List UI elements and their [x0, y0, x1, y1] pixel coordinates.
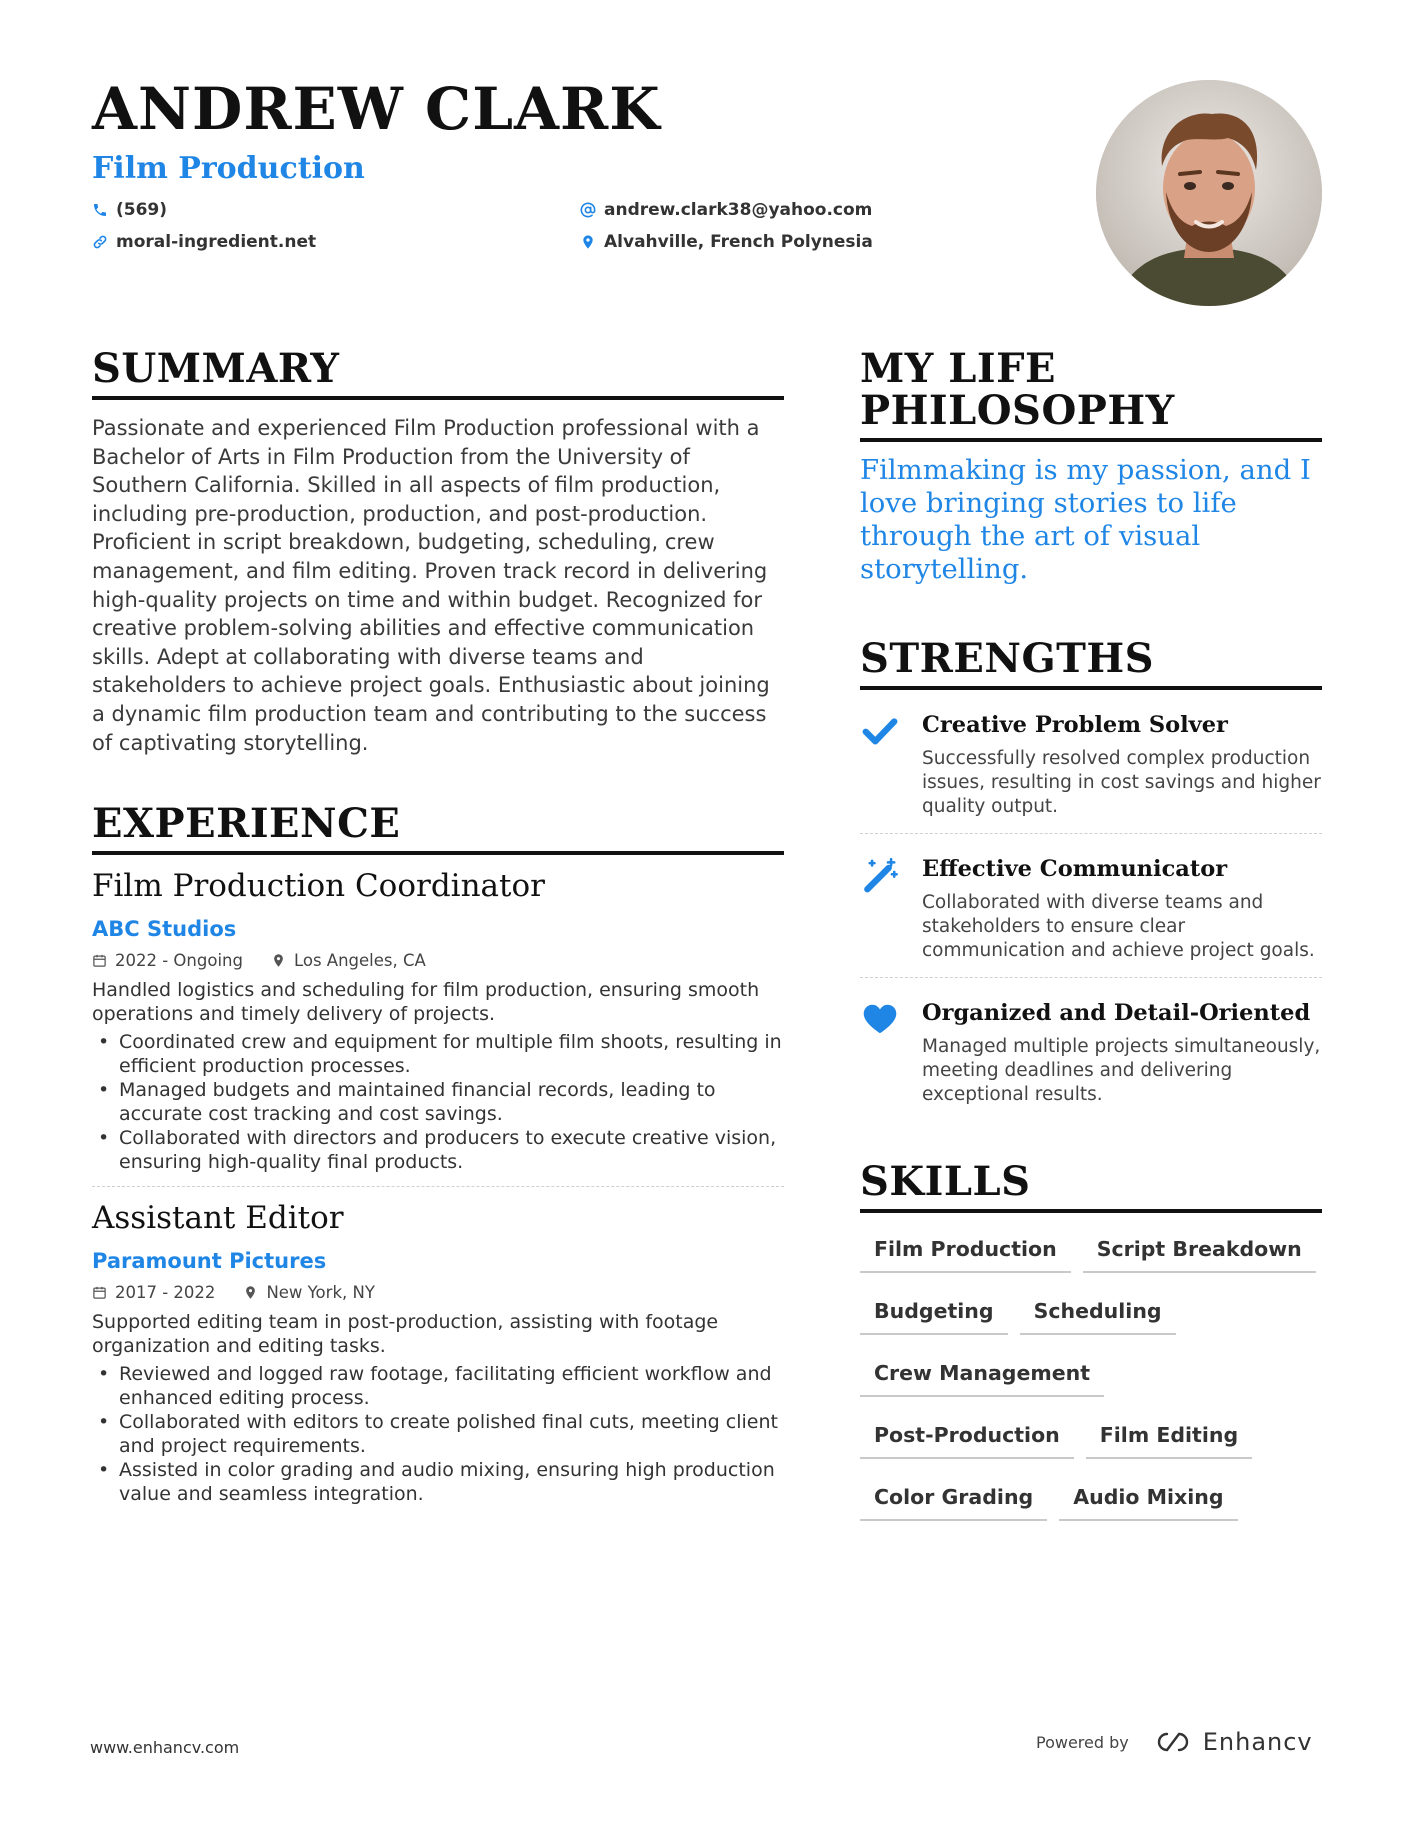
strength-description: Successfully resolved complex production issues, resulting in cost savings and higher quality output. — [922, 748, 1321, 817]
location-pin-icon — [243, 1285, 258, 1300]
strength-title: Organized and Detail-Oriented — [922, 1000, 1311, 1026]
resume-header — [92, 75, 992, 252]
skills-heading: SKILLS — [860, 1161, 1322, 1213]
magic-wand-icon — [861, 856, 899, 894]
location-contact — [580, 232, 980, 252]
job-location — [243, 1283, 374, 1302]
email-text[interactable]: andrew.clark38@yahoo.com — [604, 200, 873, 220]
philosophy-heading: MY LIFE PHILOSOPHY — [860, 348, 1322, 442]
phone-text: (569) — [116, 200, 168, 220]
job-location-text: New York, NY — [266, 1283, 375, 1303]
job-title: Film Production Coordinator — [92, 868, 545, 905]
website-text[interactable]: moral-ingredient.net — [116, 232, 317, 252]
philosophy-quote: Filmmaking is my passion, and I love bringing stories to life through the art of visual storytelling. — [860, 454, 1311, 585]
footer-branding — [1036, 1728, 1313, 1756]
check-icon — [861, 712, 899, 750]
strength-description: Managed multiple projects simultaneously, meeting deadlines and delivering exceptional results. — [922, 1036, 1321, 1105]
location-pin-icon — [580, 234, 596, 250]
skill-tag: Color Grading — [860, 1479, 1047, 1521]
enhancv-logo[interactable] — [1151, 1728, 1313, 1756]
job-bullet: • Collaborated with directors and producers to execute creative vision, ensuring high-quality final products. — [92, 1126, 784, 1174]
calendar-icon — [92, 1285, 107, 1300]
experience-heading: EXPERIENCE — [92, 803, 784, 855]
skill-tag: Film Production — [860, 1231, 1071, 1273]
email-contact[interactable] — [580, 200, 980, 220]
skill-tag: Crew Management — [860, 1355, 1104, 1397]
strengths-heading: STRENGTHS — [860, 638, 1322, 690]
job-bullet: • Coordinated crew and equipment for multiple film shoots, resulting in efficient production processes. — [92, 1030, 784, 1078]
job-location — [271, 951, 426, 970]
company-name: Paramount Pictures — [92, 1249, 327, 1274]
job-meta — [92, 951, 784, 970]
phone-icon — [92, 202, 108, 218]
skill-tag: Scheduling — [1020, 1293, 1176, 1335]
summary-text: Passionate and experienced Film Production professional with a Bachelor of Arts in Film Production from the University of Southern California. Skilled in all aspects of film production, including pre-production, production, and post-production. Proficient in script breakdown, budgeting, scheduling, crew management, and film editing. Proven track record in delivering high-quality projects on time and within budget. Recognized for creative problem-solving abilities and effective communication skills. Adept at collaborating with diverse teams and stakeholders to achieve project goals. Enthusiastic about joining a dynamic film production team and contributing to the success of captivating storytelling. — [92, 416, 770, 755]
profile-photo — [1096, 80, 1322, 306]
location-text: Alvahville, French Polynesia — [604, 232, 873, 252]
job-title: Assistant Editor — [92, 1200, 344, 1237]
job-dates — [92, 1283, 215, 1302]
job-bullet: • Reviewed and logged raw footage, facilitating efficient workflow and enhanced editing process. — [92, 1362, 784, 1410]
job-location-text: Los Angeles, CA — [293, 951, 426, 971]
skill-tag: Audio Mixing — [1059, 1479, 1237, 1521]
job-bullet: • Collaborated with editors to create polished final cuts, meeting client and project requirements. — [92, 1410, 784, 1458]
job-bullet: • Assisted in color grading and audio mixing, ensuring high production value and seamless integration. — [92, 1458, 784, 1506]
job-bullets — [92, 1362, 784, 1506]
experience-divider — [92, 1186, 784, 1187]
strength-title: Effective Communicator — [922, 856, 1228, 882]
skill-tag: Post-Production — [860, 1417, 1074, 1459]
strength-item — [860, 833, 1322, 977]
left-column — [92, 345, 784, 1506]
skill-tag: Film Editing — [1086, 1417, 1252, 1459]
job-dates-text: 2022 - Ongoing — [115, 951, 243, 971]
job-meta — [92, 1283, 784, 1302]
location-pin-icon — [271, 953, 286, 968]
candidate-role: Film Production — [92, 151, 365, 186]
right-column — [860, 345, 1322, 1541]
link-icon — [92, 234, 108, 250]
contact-info — [92, 200, 992, 252]
company-name: ABC Studios — [92, 917, 237, 942]
job-description: Supported editing team in post-production, assisting with footage organization and editing tasks. — [92, 1311, 719, 1358]
enhancv-logo-text: Enhancv — [1202, 1728, 1313, 1756]
calendar-icon — [92, 953, 107, 968]
skills-list — [860, 1231, 1322, 1541]
strength-title: Creative Problem Solver — [922, 712, 1228, 738]
summary-heading: SUMMARY — [92, 348, 784, 400]
job-bullets — [92, 1030, 784, 1174]
job-dates — [92, 951, 243, 970]
job-dates-text: 2017 - 2022 — [115, 1283, 216, 1303]
skill-tag: Script Breakdown — [1083, 1231, 1316, 1273]
experience-entry — [92, 869, 784, 1174]
website-contact[interactable] — [92, 232, 580, 252]
heart-icon — [861, 1000, 899, 1038]
experience-entry — [92, 1201, 784, 1506]
strength-description: Collaborated with diverse teams and stakeholders to ensure clear communication and achieve project goals. — [922, 892, 1315, 961]
footer-website[interactable]: www.enhancv.com — [90, 1738, 240, 1757]
at-sign-icon — [580, 202, 596, 218]
phone-contact — [92, 200, 580, 220]
skill-tag: Budgeting — [860, 1293, 1008, 1335]
strength-item — [860, 690, 1322, 833]
avatar-illustration — [1096, 80, 1322, 306]
candidate-name: ANDREW CLARK — [92, 75, 661, 143]
powered-by-label: Powered by — [1036, 1732, 1129, 1752]
enhancv-logo-icon — [1151, 1729, 1195, 1755]
job-bullet: • Managed budgets and maintained financial records, leading to accurate cost tracking and cost savings. — [92, 1078, 784, 1126]
strength-item — [860, 977, 1322, 1121]
job-description: Handled logistics and scheduling for film production, ensuring smooth operations and timely delivery of projects. — [92, 979, 760, 1026]
